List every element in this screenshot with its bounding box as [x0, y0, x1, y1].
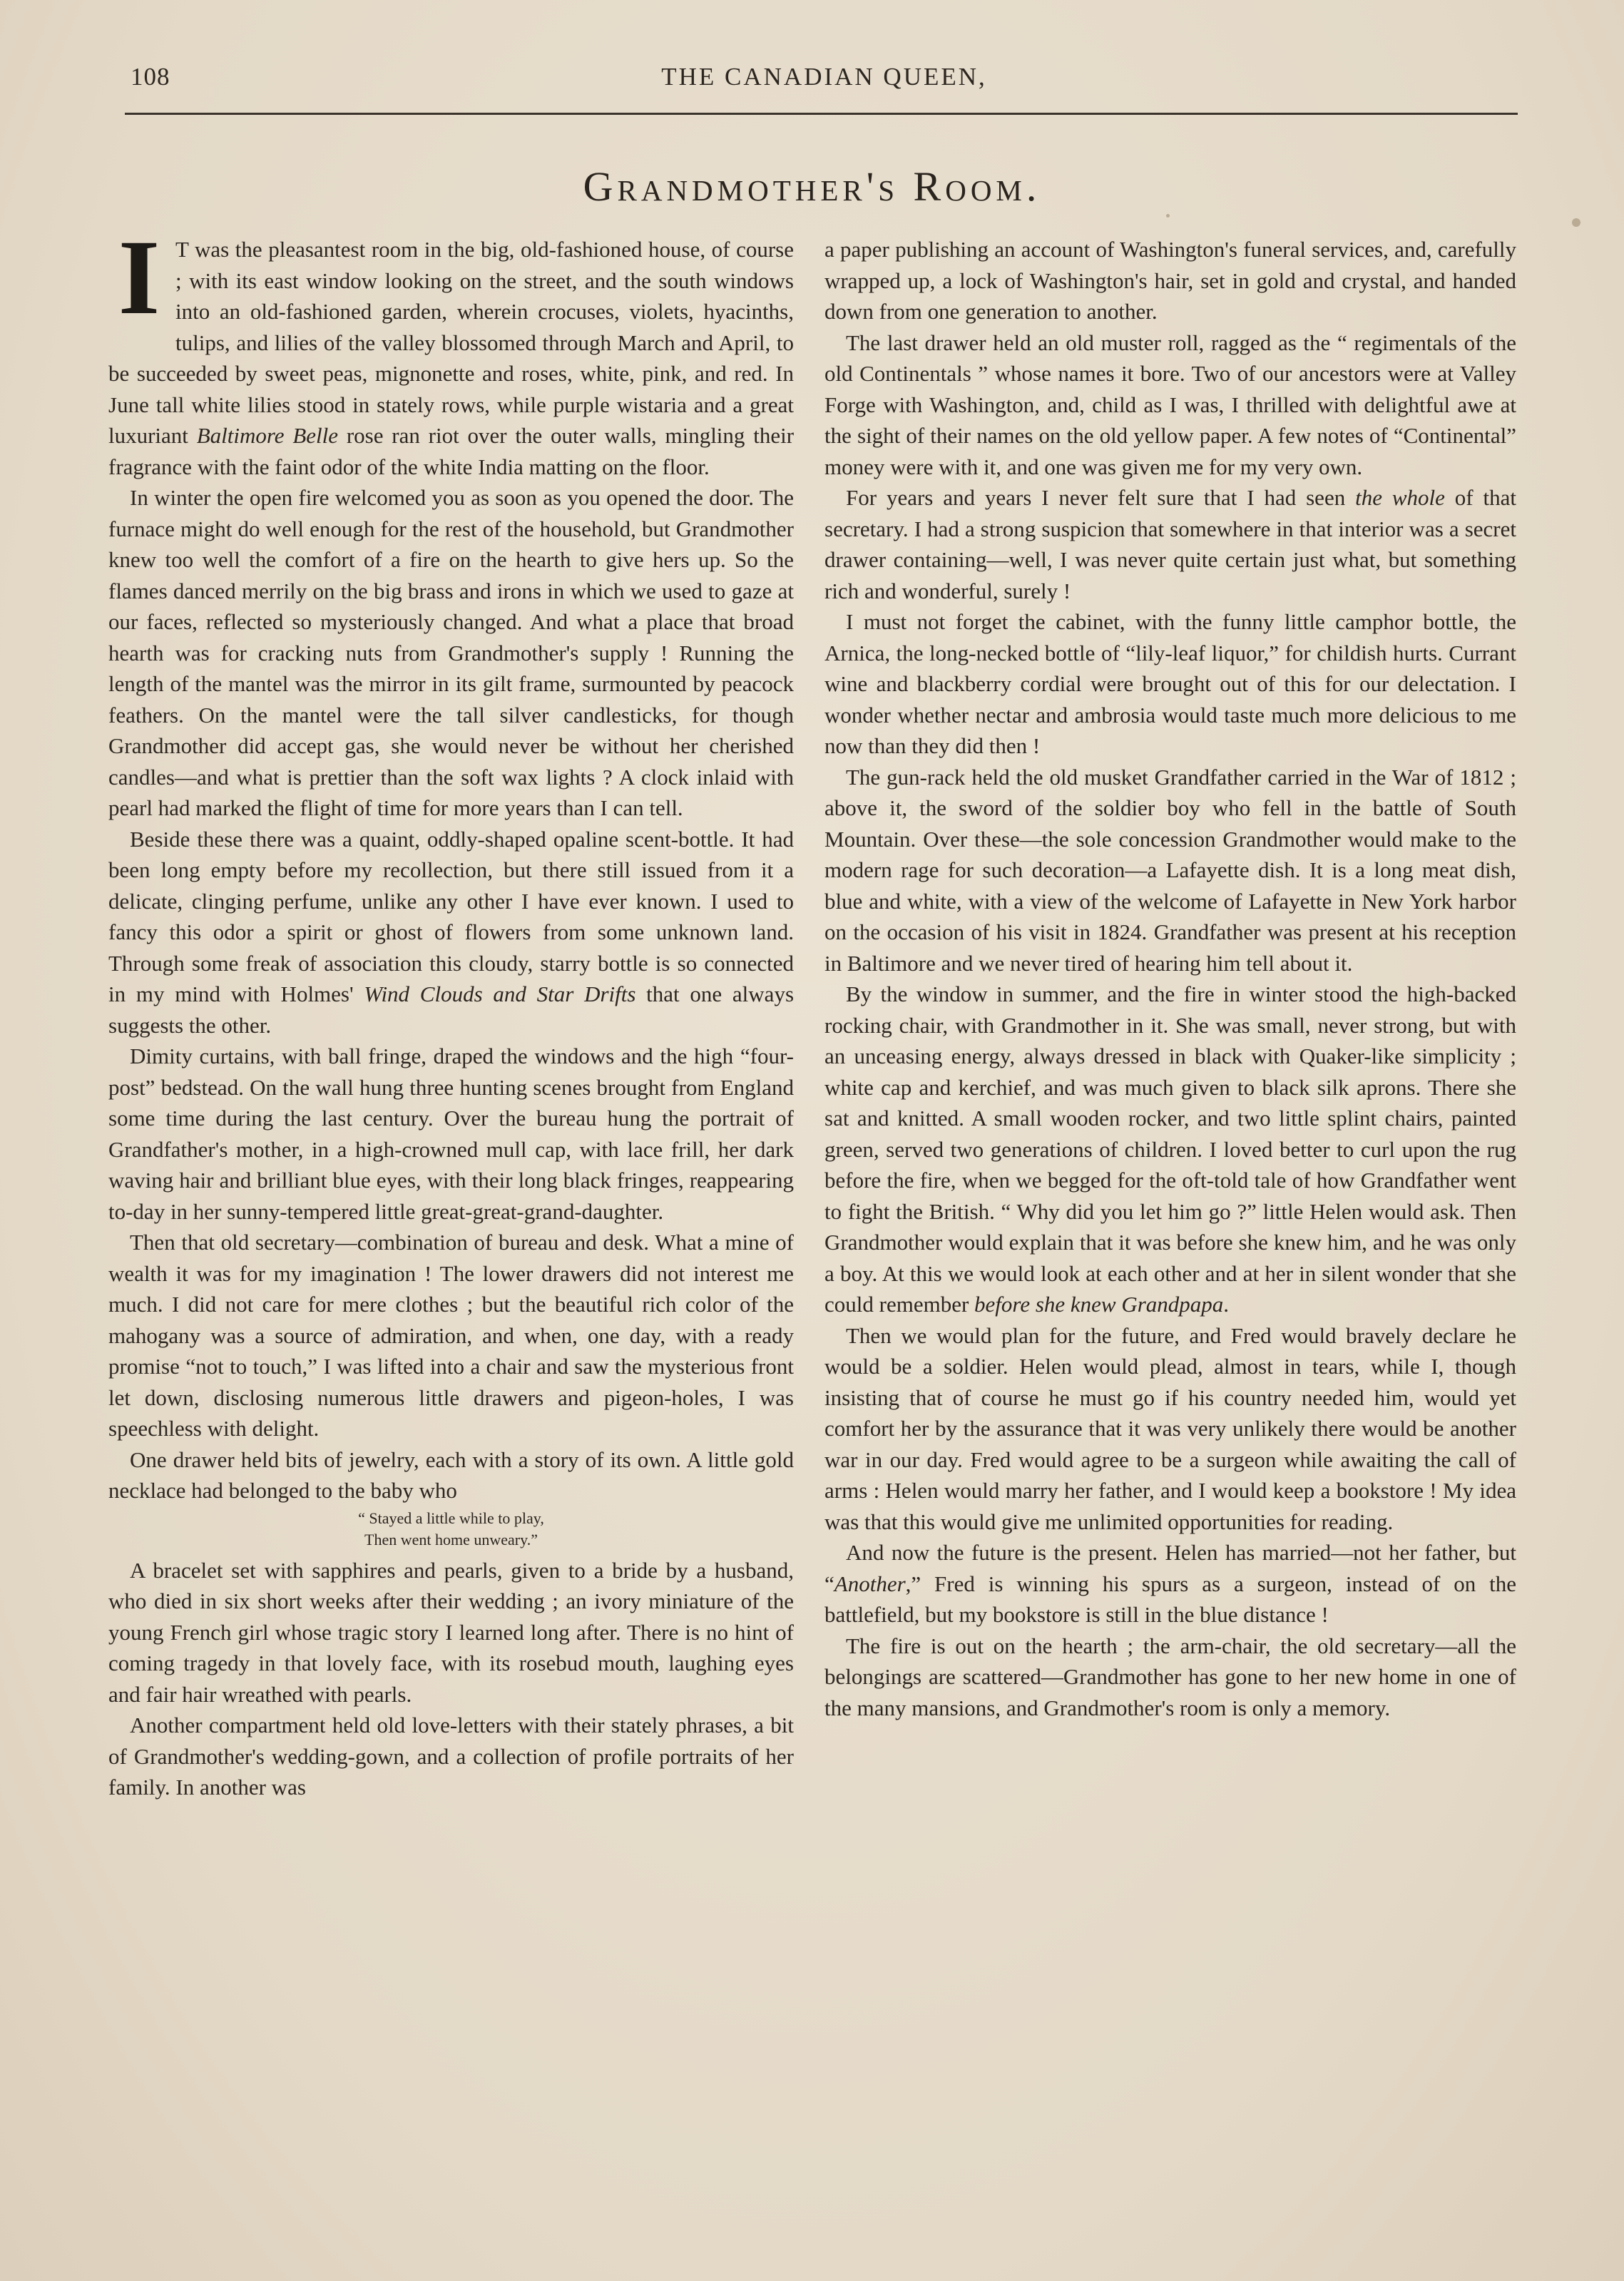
paragraph: [824, 1537, 1516, 1631]
paragraph: [108, 218, 795, 482]
text-run: The gun-rack held the old musket Grandfather carried in the War of 1812 ; above it, the sword of the soldier boy who fell in the battle of South Mountain. Over these—the sole concession Grandmother would make to the modern rage for such decoration—a Lafayette dish. It is a long meat dish, blue and white, with a view of the welcome of Lafayette in New York harbor on the occasion of his visit in 1824. Grandfather was present at his reception in Baltimore and we never tired of hearing him tell about it.: [824, 764, 1516, 976]
paragraph: [824, 327, 1516, 483]
left-column-paragraphs: [108, 218, 795, 1506]
text-run: And now the future is the present. Helen has married—not her father, but “: [824, 1540, 1516, 1596]
drop-cap: I: [118, 218, 160, 337]
italic-title: Baltimore Belle: [196, 423, 339, 448]
italic-title: the whole: [1355, 485, 1445, 510]
text-run: .: [1223, 1292, 1230, 1317]
paragraph: [824, 234, 1516, 327]
text-run: One drawer held bits of jewelry, each with a story of its own. A little gold necklace had belonged to the baby who: [108, 1446, 794, 1503]
right-column-paragraphs: [824, 234, 1516, 1723]
left-column-paragraphs-continued: [108, 1555, 794, 1803]
paragraph: [108, 1710, 794, 1803]
paragraph: [824, 1320, 1516, 1538]
paragraph: [108, 1041, 794, 1227]
text-run: ,” Fred is winning his spurs as a surgeon, instead of on the battlefield, but my bookstore is still in the blue distance !: [824, 1571, 1516, 1627]
paragraph: [824, 762, 1516, 979]
text-run: T was the pleasantest room in the big, old-fashioned house, of course ; with its east window looking on the street, and the south windows into an old-fashioned garden, wherein crocuses, violets, hyacinths, tulips, and lilies of the valley blossomed through March and April, to be succeeded by sweet peas, mignonette and roses, white, pink, and red. In June tall white lilies stood in stately rows, while purple wistaria and a great luxuriant: [108, 237, 794, 448]
paragraph: [824, 606, 1516, 762]
italic-title: Another: [834, 1571, 906, 1596]
italic-title: before she knew Grandpapa: [974, 1292, 1224, 1317]
right-column: [824, 234, 1516, 1723]
header-rule: [125, 113, 1518, 115]
page-header: [131, 63, 1518, 98]
text-run: By the window in summer, and the fire in winter stood the high-backed rocking chair, with Grandmother in it. She was small, never strong, but with an unceasing energy, always dressed in black with Quaker-like simplicity ; white cap and kerchief, and was much given to black silk aprons. There she sat and knitted. A small wooden rocker, and two little splint chairs, painted green, served two generations of children. I loved better to curl upon the rug before the fire, when we begged for the oft-told tale of how Grandfather went to fight the British. “ Why did you let him go ?” little Helen would ask. Then Grandmother would explain that it was before she knew him, and he was only a boy. At this we would look at each other and at her in silent wonder that she could remember: [824, 981, 1516, 1317]
text-run: A bracelet set with sapphires and pearls, given to a bride by a husband, who died in six short weeks after their wedding ; an ivory miniature of the young French girl whose tragic story I learned long after. There is no hint of coming tragedy in that lovely face, with its rosebud mouth, laughing eyes and fair hair wreathed with pearls.: [108, 1557, 794, 1707]
quote-line: “ Stayed a little while to play,: [358, 1509, 544, 1527]
italic-title: Wind Clouds and Star Drifts: [364, 981, 636, 1006]
text-run: a paper publishing an account of Washington's funeral services, and, carefully wrapped up, a lock of Washington's hair, set in gold and crystal, and handed down from one generation to another.: [824, 237, 1516, 324]
running-head: THE CANADIAN QUEEN,: [661, 63, 987, 91]
text-run: of that secretary. I had a strong suspicion that somewhere in that interior was a secret drawer containing—well, I was never quite certain just what, but something rich and wonderful, surely !: [824, 485, 1516, 603]
text-run: For years and years I never felt sure that I had seen: [846, 485, 1356, 510]
article-title: Grandmother's Room.: [583, 163, 1041, 210]
paragraph: [824, 482, 1516, 606]
text-run: The fire is out on the hearth ; the arm-chair, the old secretary—all the belongings are scattered—Grandmother has gone to her new home in one of the many mansions, and Grandmother's room is only a memory.: [824, 1633, 1516, 1720]
text-run: Beside these there was a quaint, oddly-shaped opaline scent-bottle. It had been long empty before my recollection, but there still issued from it a delicate, clinging perfume, unlike any other I have ever known. I used to fancy this odor a spirit or ghost of flowers from some unknown land. Through some freak of association this cloudy, starry bottle is so connected in my mind with Holmes': [108, 826, 794, 1006]
text-run: that one always suggests the other.: [108, 981, 795, 1038]
quote-line: Then went home unweary.”: [364, 1530, 538, 1548]
paragraph: [108, 1555, 794, 1710]
text-run: Then that old secretary—combination of bureau and desk. What a mine of wealth it was for my imagination ! The lower drawers did not interest me much. I did not care for mere clothes ; but the beautiful rich color of the mahogany was a source of admiration, and when, one day, with a ready promise “not to touch,” I was lifted into a chair and saw the mysterious front let down, disclosing numerous little drawers and pigeon-holes, I was speechless with delight.: [108, 1230, 794, 1441]
text-run: I must not forget the cabinet, with the funny little camphor bottle, the Arnica, the long-necked bottle of “lily-leaf liquor,” for childish hurts. Currant wine and blackberry cordial were brought out of this for our delectation. I wonder whether nectar and ambrosia would taste much more delicious to me now than they did then !: [824, 609, 1516, 758]
paragraph: [824, 1631, 1516, 1724]
left-column: [108, 218, 795, 1803]
paragraph: [108, 1227, 794, 1444]
text-run: rose ran riot over the outer walls, mingling their fragrance with the faint odor of the white India matting on the floor.: [108, 423, 795, 479]
paragraph: [824, 979, 1516, 1320]
text-run: Another compartment held old love-letters with their stately phrases, a bit of Grandmother's wedding-gown, and a collection of profile portraits of her family. In another was: [108, 1713, 794, 1800]
paragraph: [108, 824, 794, 1041]
text-run: Then we would plan for the future, and Fred would bravely declare he would be a soldier. Helen would plead, almost in tears, while I, though insisting that of course he must go if his country needed him, would yet comfort her by the assurance that it was very unlikely there would be another war in our day. Fred would agree to be a surgeon while awaiting the call of arms : Helen would marry her father, and I would keep a bookstore ! My idea was that this would give me unlimited opportunities for reading.: [824, 1322, 1516, 1534]
page-number: 108: [131, 63, 170, 91]
text-run: The last drawer held an old muster roll, ragged as the “ regimentals of the old Continentals ” whose names it bore. Two of our ancestors were at Valley Forge with Washington, and, child as I was, I thrilled with delightful awe at the sight of their names on the old yellow paper. A few notes of “Continental” money were with it, and one was given me for my very own.: [824, 330, 1516, 479]
paper-spot: [1572, 218, 1580, 227]
text-run: Dimity curtains, with ball fringe, draped the windows and the high “four-post” bedstead. On the wall hung three hunting scenes brought from England some time during the last century. Over the bureau hung the portrait of Grandfather's mother, in a high-crowned mull cap, with lace frill, her dark waving hair and brilliant blue eyes, with their long black fringes, reappearing to-day in her sunny-tempered little great-great-grand-daughter.: [108, 1043, 794, 1224]
paper-spot: [1166, 214, 1170, 218]
poem-quote: [108, 1508, 794, 1551]
paragraph: [108, 482, 794, 824]
text-run: In winter the open fire welcomed you as soon as you opened the door. The furnace might do well enough for the rest of the household, but Grandmother knew too well the comfort of a fire on the hearth to give hers up. So the flames danced merrily on the big brass and irons in which we used to gaze at our faces, reflected so mysteriously changed. And what a place that broad hearth was for cracking nuts from Grandmother's supply ! Running the length of the mantel was the mirror in its gilt frame, surmounted by peacock feathers. On the mantel were the tall silver candlesticks, for though Grandmother did accept gas, she would never be without her cherished candles—and what is prettier than the soft wax lights ? A clock inlaid with pearl had marked the flight of time for more years than I can tell.: [108, 485, 794, 820]
paragraph: [108, 1444, 794, 1506]
